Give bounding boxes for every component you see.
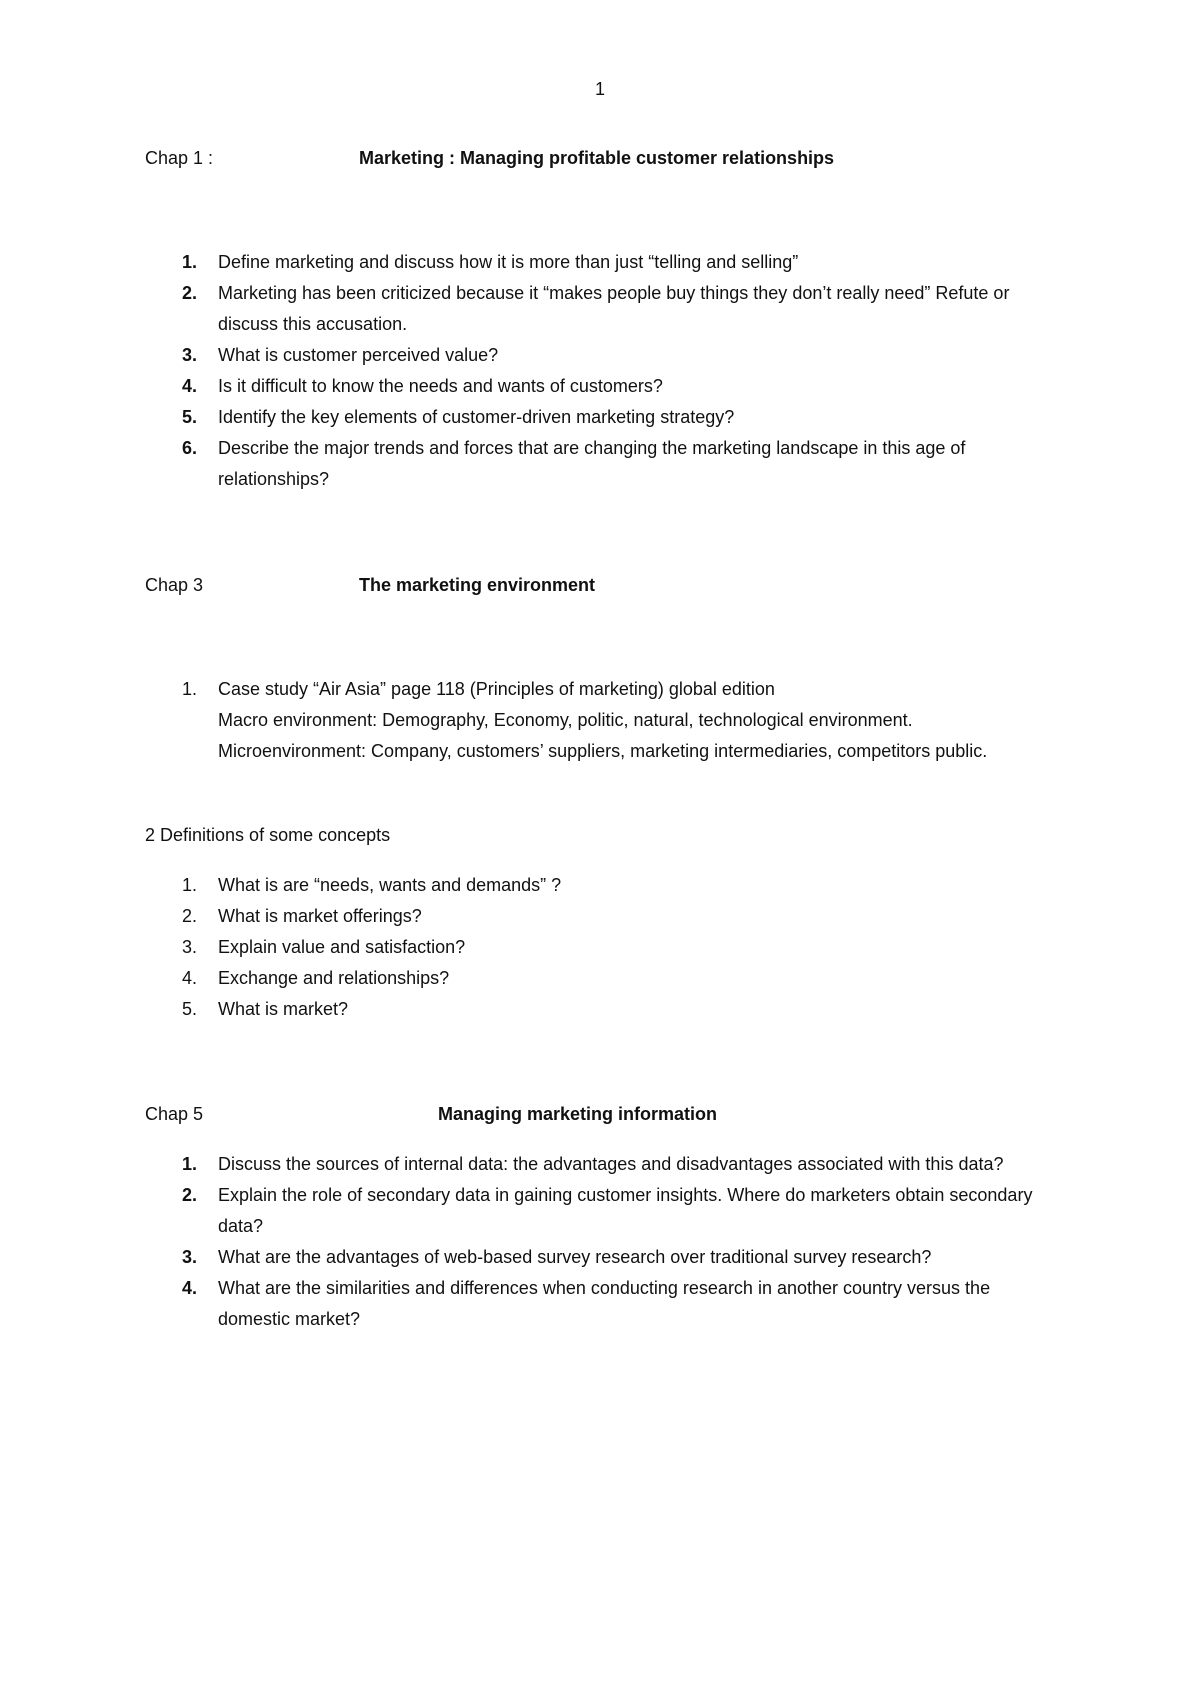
chapter-3-title: The marketing environment <box>359 575 596 595</box>
macro-environment-text: Macro environment: Demography, Economy, politic, natural, technological environment. <box>218 710 913 730</box>
item-text: Describe the major trends and forces that are changing the marketing landscape in this age of relationships? <box>218 438 966 489</box>
item-number: 1. <box>182 1154 198 1174</box>
chapter-1-header <box>145 143 1065 174</box>
item-text: What is are “needs, wants and demands” ? <box>218 875 562 895</box>
item-number: 4. <box>182 376 198 396</box>
item-number: 2. <box>182 906 198 926</box>
list-item <box>145 1180 1065 1242</box>
list-item <box>145 402 1065 433</box>
chapter-5-header <box>145 1099 1065 1130</box>
chapter-3-case-study <box>145 674 1065 705</box>
list-item <box>145 674 1065 705</box>
chapter-1-title: Marketing : Managing profitable customer relationships <box>359 148 835 168</box>
item-text: Define marketing and discuss how it is more than just “telling and selling” <box>218 252 799 272</box>
chapter-5-title: Managing marketing information <box>438 1104 718 1124</box>
list-item <box>145 433 1065 495</box>
item-text: Discuss the sources of internal data: the advantages and disadvantages associated with this data? <box>218 1154 1004 1174</box>
list-item <box>145 932 1065 963</box>
list-item <box>145 371 1065 402</box>
page-number: 1 <box>594 79 605 99</box>
definitions-heading: 2 Definitions of some concepts <box>145 825 391 845</box>
item-number: 2. <box>182 283 198 303</box>
item-text: Marketing has been criticized because it “makes people buy things they don’t really need” Refute or discuss this accusation. <box>218 283 1010 334</box>
item-text: What is market offerings? <box>218 906 422 926</box>
chapter-1-label: Chap 1 : <box>145 148 214 168</box>
list-item <box>145 1273 1065 1335</box>
list-item <box>145 994 1065 1025</box>
item-text: Explain the role of secondary data in gaining customer insights. Where do marketers obtain secondary data? <box>218 1185 1033 1236</box>
item-number: 3. <box>182 1247 198 1267</box>
chapter-5-section <box>145 1099 1065 1335</box>
list-item <box>145 278 1065 340</box>
item-text: Explain value and satisfaction? <box>218 937 466 957</box>
microenvironment-text: Microenvironment: Company, customers’ suppliers, marketing intermediaries, competitors public. <box>218 741 988 761</box>
list-item <box>145 1242 1065 1273</box>
item-text: Exchange and relationships? <box>218 968 450 988</box>
item-number: 4. <box>182 968 198 988</box>
chapter-5-questions <box>145 1149 1065 1335</box>
definitions-section <box>145 870 1065 1025</box>
item-number: 2. <box>182 1185 198 1205</box>
item-number: 1. <box>182 252 198 272</box>
item-number: 5. <box>182 407 198 427</box>
list-item <box>145 340 1065 371</box>
list-item <box>145 870 1065 901</box>
list-item <box>145 1149 1065 1180</box>
item-text: What are the similarities and differences when conducting research in another country versus the domestic market? <box>218 1278 991 1329</box>
item-text: What are the advantages of web-based survey research over traditional survey research? <box>218 1247 932 1267</box>
chapter-1-questions <box>145 247 1065 495</box>
chapter-5-label: Chap 5 <box>145 1104 204 1124</box>
list-item <box>145 963 1065 994</box>
item-text: Is it difficult to know the needs and wants of customers? <box>218 376 663 396</box>
item-text: What is market? <box>218 999 349 1019</box>
item-number: 1. <box>182 679 198 699</box>
item-number: 1. <box>182 875 198 895</box>
chapter-3-label: Chap 3 <box>145 575 204 595</box>
chapter-1-section <box>145 143 1065 495</box>
list-item <box>145 901 1065 932</box>
list-item <box>145 247 1065 278</box>
definitions-list <box>145 870 1065 1025</box>
item-number: 4. <box>182 1278 198 1298</box>
chapter-3-header <box>145 570 1065 601</box>
item-text: Identify the key elements of customer-driven marketing strategy? <box>218 407 735 427</box>
item-number: 3. <box>182 345 198 365</box>
case-study-text: Case study “Air Asia” page 118 (Principles of marketing) global edition <box>218 679 775 699</box>
chapter-3-section <box>145 570 1065 767</box>
item-text: What is customer perceived value? <box>218 345 499 365</box>
item-number: 3. <box>182 937 198 957</box>
item-number: 6. <box>182 438 198 458</box>
item-number: 5. <box>182 999 198 1019</box>
